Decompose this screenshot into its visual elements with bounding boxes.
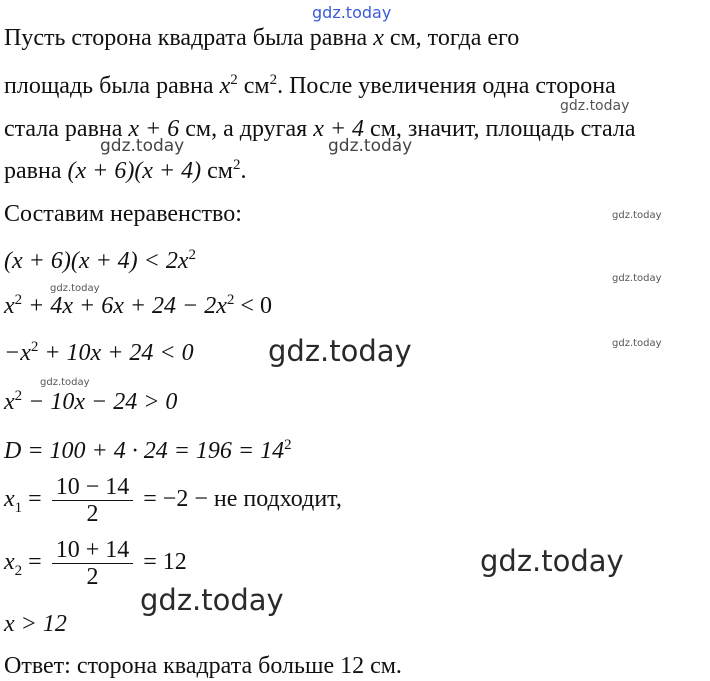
root-x2: $x_2$ = $\frac{10 + 14}{2}$ = 12 bbox=[4, 537, 187, 590]
watermark: gdz.today bbox=[560, 98, 630, 114]
watermark: gdz.today bbox=[612, 338, 662, 349]
inequality-2: $x^2 + 4x + 6x + 24 - 2x^2 < 0$ bbox=[4, 292, 272, 319]
root-x1: $x_1$ = $\frac{10 - 14}{2}$ = −2 − не подходит, bbox=[4, 474, 342, 527]
text-line-1: Пусть сторона квадрата была равна x см, тогда его bbox=[4, 25, 520, 51]
watermark: gdz.today bbox=[140, 583, 284, 617]
text-line-4: равна (x + 6)(x + 4) $см^2$. bbox=[4, 157, 247, 184]
text-line-5: Составим неравенство: bbox=[4, 201, 242, 227]
watermark: gdz.today bbox=[100, 136, 185, 156]
fraction-x2: $\frac{10 + 14}{2}$ bbox=[52, 537, 134, 590]
watermark: gdz.today bbox=[612, 273, 662, 284]
inequality-4: $x^2 - 10x - 24 > 0$ bbox=[4, 388, 178, 415]
watermark: gdz.today bbox=[312, 3, 392, 22]
answer-text: Ответ: сторона квадрата больше 12 см. bbox=[4, 653, 402, 679]
result-inequality: x > 12 bbox=[4, 611, 67, 637]
watermark: gdz.today bbox=[328, 136, 413, 156]
watermark: gdz.today bbox=[268, 334, 412, 368]
inequality-3: $-x^2 + 10x + 24 < 0$ bbox=[4, 339, 194, 366]
discriminant: $D = 100 + 4 \cdot 24 = 196 = 14^2$ bbox=[4, 437, 292, 464]
watermark: gdz.today bbox=[480, 544, 624, 578]
text-line-3: стала равна x + 6 см, а другая x + 4 см, значит, площадь стала bbox=[4, 116, 636, 142]
watermark: gdz.today bbox=[612, 210, 662, 221]
watermark: gdz.today bbox=[50, 283, 100, 294]
text-line-2: площадь была равна $x^2$ $см^2$. После увеличения одна сторона bbox=[4, 72, 616, 99]
watermark: gdz.today bbox=[40, 377, 90, 388]
fraction-x1: $\frac{10 - 14}{2}$ bbox=[52, 474, 134, 527]
inequality-1: $(x + 6)(x + 4) < 2x^2$ bbox=[4, 247, 197, 274]
